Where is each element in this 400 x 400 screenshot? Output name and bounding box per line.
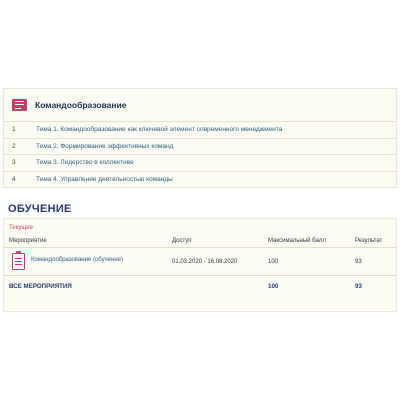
course-card — [3, 88, 397, 188]
topic-number: 3 — [12, 159, 16, 167]
topic-link-2[interactable]: Тема 2. Формирование эффективных команд — [36, 142, 174, 150]
event-link[interactable]: Командообразование (обучение) — [31, 257, 124, 263]
column-header-result: Результат — [355, 238, 383, 244]
training-section-title: ОБУЧЕНИЕ — [8, 203, 72, 215]
column-header-event: Мероприятие — [9, 238, 47, 244]
topic-link-3[interactable]: Тема 3. Лидерство в коллективе — [36, 159, 134, 167]
total-label: ВСЕ МЕРОПРИЯТИЯ — [9, 283, 72, 290]
training-card — [3, 218, 397, 312]
event-max-score: 100 — [268, 259, 279, 265]
topic-number: 2 — [12, 142, 16, 150]
status-label-current: Текущие — [9, 225, 33, 231]
topic-number: 4 — [12, 176, 16, 184]
clipboard-icon — [12, 253, 25, 270]
event-result: 93 — [355, 259, 362, 265]
topic-row-1[interactable] — [4, 122, 396, 139]
topic-link-1[interactable]: Тема 1. Командообразование как ключевой элемент современного менеджмента — [36, 126, 283, 134]
column-header-access: Доступ — [172, 238, 192, 244]
topic-number: 1 — [12, 126, 16, 134]
topic-row-2[interactable] — [4, 139, 396, 156]
event-access-dates: 01.03.2020 - 16.08.2020 — [172, 259, 238, 265]
topic-link-4[interactable]: Тема 4. Управление деятельностью команды — [36, 176, 173, 184]
total-max-score: 100 — [268, 283, 279, 290]
topic-row-3[interactable] — [4, 155, 396, 172]
course-header — [4, 89, 396, 122]
course-book-icon — [12, 99, 27, 111]
topic-row-4[interactable] — [4, 172, 396, 189]
header-divider — [4, 247, 396, 248]
total-result: 93 — [355, 283, 362, 290]
row-divider — [4, 275, 396, 276]
column-header-max-score: Максимальный балл — [268, 238, 326, 244]
course-title: Командообразование — [35, 100, 127, 110]
